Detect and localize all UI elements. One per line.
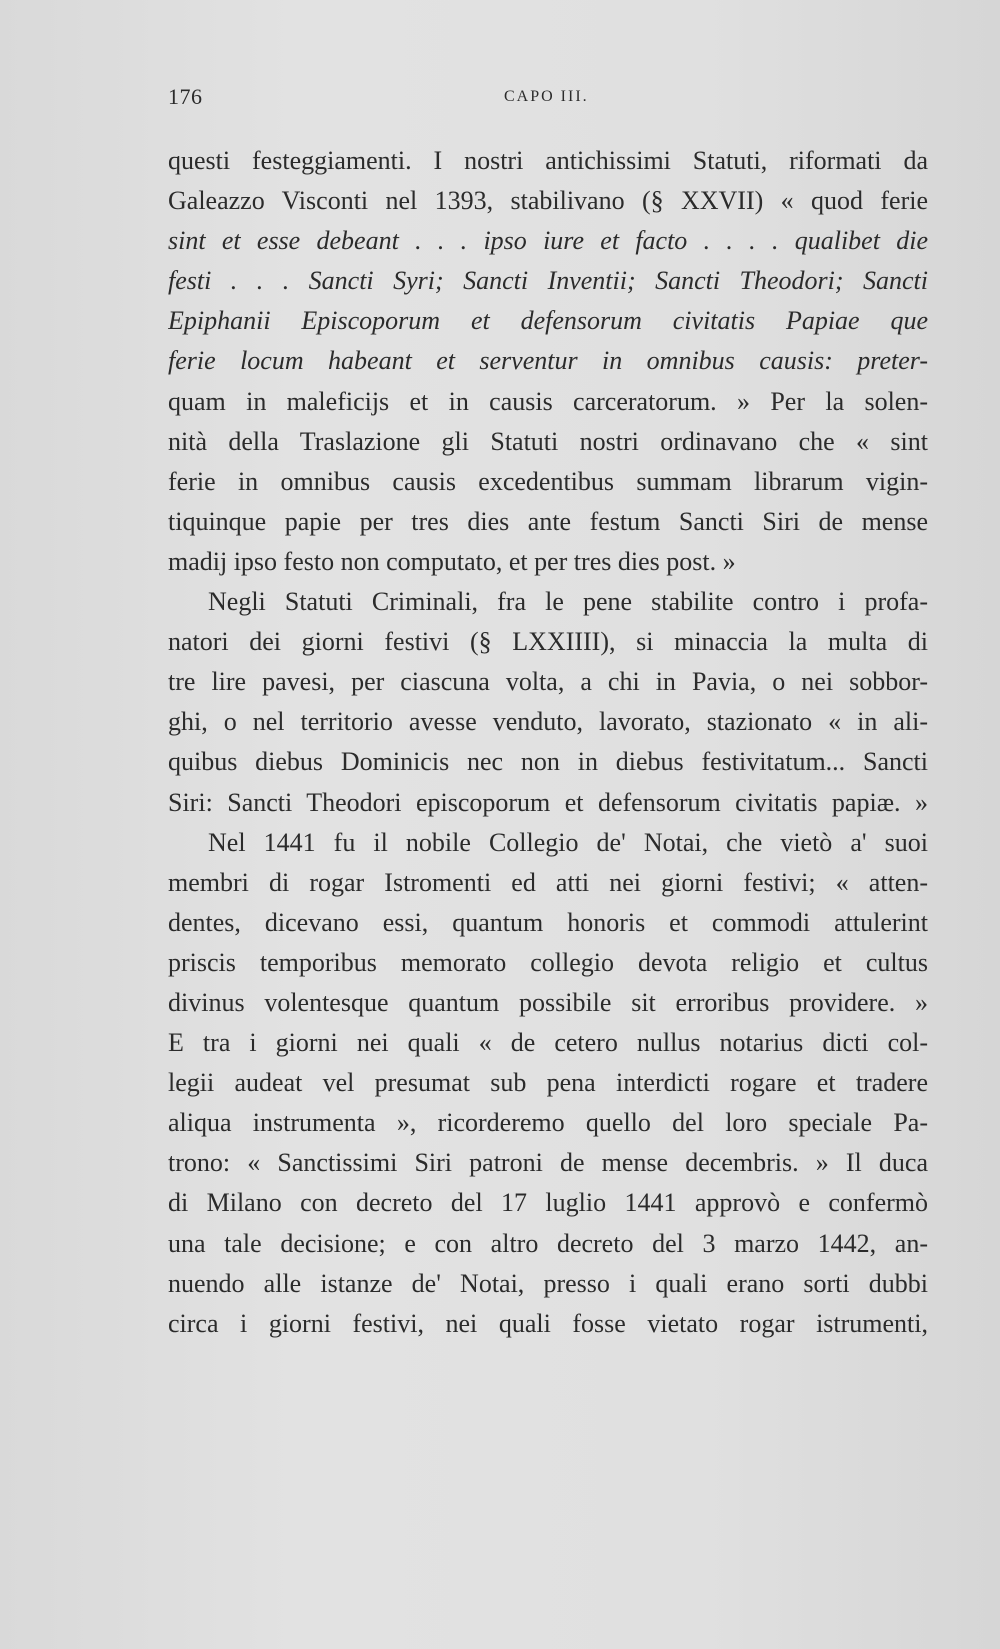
text-line: circa i giorni festivi, nei quali fosse vietato rogar istrumenti,: [168, 1308, 928, 1338]
running-head: CAPO III.: [504, 88, 589, 105]
text-line: quibus diebus Dominicis nec non in diebus festivitatum... Sancti: [168, 747, 928, 777]
text-line: aliqua instrumenta », ricorderemo quello del loro speciale Pa-: [168, 1108, 928, 1138]
text-line: trono: « Sanctissimi Siri patroni de mense decembris. » Il duca: [168, 1148, 928, 1178]
text-line: questi festeggiamenti. I nostri antichissimi Statuti, riformati da: [168, 146, 928, 175]
text-line: nuendo alle istanze de' Notai, presso i quali erano sorti dubbi: [168, 1268, 928, 1298]
page-header: [168, 84, 928, 114]
text-line: quam in maleficijs et in causis carceratorum. » Per la solen-: [168, 386, 928, 416]
text-line: madij ipso festo non computato, et per tres dies post. »: [168, 546, 736, 576]
page-number: 176: [168, 84, 203, 109]
text-line: una tale decisione; e con altro decreto del 3 marzo 1442, an-: [168, 1228, 928, 1258]
text-line: natori dei giorni festivi (§ LXXIIII), si minaccia la multa di: [168, 627, 928, 657]
text-line: tre lire pavesi, per ciascuna volta, a chi in Pavia, o nei sobbor-: [168, 667, 928, 697]
text-line: festi . . . Sancti Syri; Sancti Inventii; Sancti Theodori; Sancti: [168, 266, 928, 296]
text-line: sint et esse debeant . . . ipso iure et facto . . . . qualibet die: [168, 226, 928, 256]
text-line: Nel 1441 fu il nobile Collegio de' Notai, che vietò a' suoi: [208, 827, 928, 857]
text-line: ghi, o nel territorio avesse venduto, lavorato, stazionato « in ali-: [168, 707, 928, 737]
text-line: nità della Traslazione gli Statuti nostri ordinavano che « sint: [168, 426, 928, 456]
text-line: legii audeat vel presumat sub pena interdicti rogare et tradere: [168, 1068, 928, 1098]
text-line: dentes, dicevano essi, quantum honoris et commodi attulerint: [168, 907, 928, 937]
text-line: membri di rogar Istromenti ed atti nei giorni festivi; « atten-: [168, 867, 928, 897]
text-line: divinus volentesque quantum possibile sit erroribus providere. »: [168, 987, 928, 1017]
text-line: Negli Statuti Criminali, fra le pene stabilite contro i profa-: [208, 587, 928, 617]
text-line: E tra i giorni nei quali « de cetero nullus notarius dicti col-: [168, 1028, 928, 1058]
text-line: tiquinque papie per tres dies ante festum Sancti Siri de mense: [168, 506, 928, 536]
text-line: ferie locum habeant et serventur in omnibus causis: preter-: [168, 346, 928, 376]
text-line: Galeazzo Visconti nel 1393, stabilivano (§ XXVII) « quod ferie: [168, 186, 928, 216]
text-line: di Milano con decreto del 17 luglio 1441 approvò e confermò: [168, 1188, 928, 1218]
text-line: Siri: Sancti Theodori episcoporum et defensorum civitatis papiæ. »: [168, 787, 928, 817]
body-text: [168, 141, 928, 1344]
text-line: priscis temporibus memorato collegio devota religio et cultus: [168, 947, 928, 977]
text-line: Epiphanii Episcoporum et defensorum civitatis Papiae que: [168, 306, 928, 336]
text-line: ferie in omnibus causis excedentibus summam librarum vigin-: [168, 466, 928, 496]
